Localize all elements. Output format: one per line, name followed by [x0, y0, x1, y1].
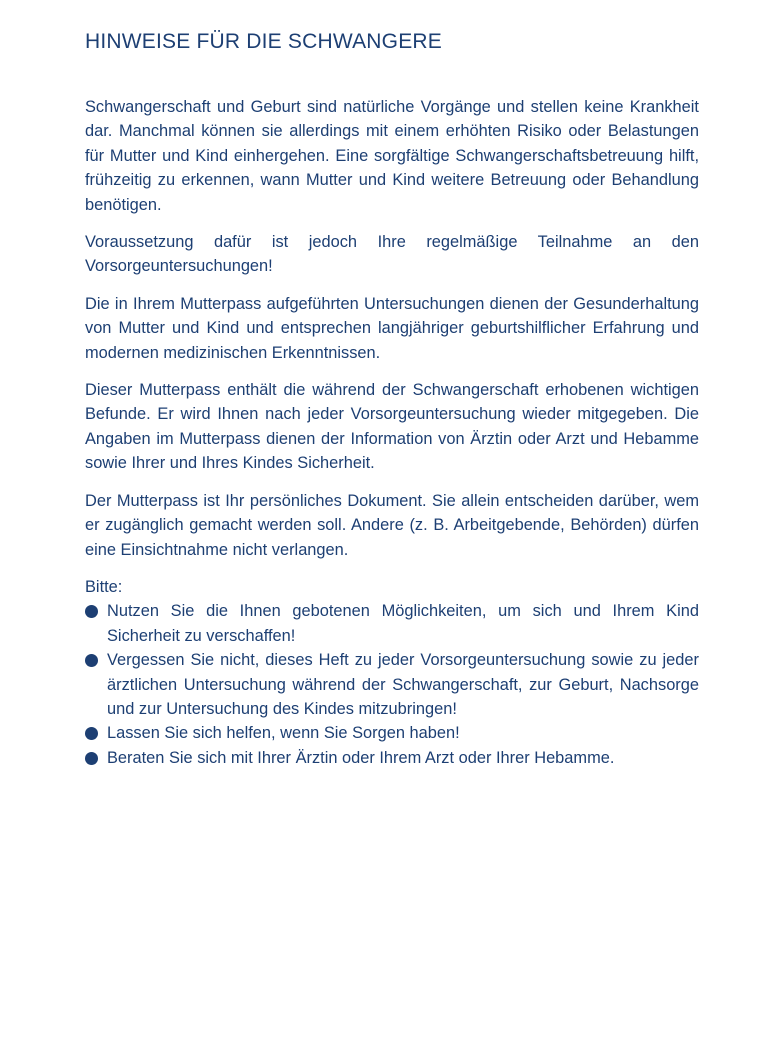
page-title: HINWEISE FÜR DIE SCHWANGERE [85, 30, 442, 53]
list-item [85, 746, 699, 770]
paragraph-untersuchungen: Die in Ihrem Mutterpass aufgeführten Untersuchungen dienen der Gesunderhaltung von Mutter und Kind und entsprechen langjähriger geburtshilflicher Erfahrung und modernen medizinischen Erkenntnissen. [85, 294, 699, 362]
list-item [85, 599, 699, 648]
list-item [85, 648, 699, 721]
bullet-dot-icon [85, 752, 98, 765]
paragraph-dokument: Der Mutterpass ist Ihr persönliches Dokument. Sie allein entscheiden darüber, wem er zugänglich gemacht werden soll. Andere (z. B. Arbeitgebende, Behörden) dürfen eine Einsichtnahme nicht verlangen. [85, 491, 699, 559]
paragraph-intro: Schwangerschaft und Geburt sind natürliche Vorgänge und stellen keine Krankheit dar. Manchmal können sie allerdings mit einem erhöhten Risiko oder Belastungen für Mutter und Kind einhergehen. Eine sorgfältige Schwangerschaftsbetreuung hilft, frühzeitig zu erkennen, wann Mutter und Kind weitere Betreuung oder Behandlung benötigen. [85, 98, 699, 214]
document-page [85, 28, 699, 770]
list-item [85, 721, 699, 745]
bitte-label: Bitte: [85, 577, 123, 596]
bullet-dot-icon [85, 727, 98, 740]
bullet-dot-icon [85, 605, 98, 618]
list-item-text: Nutzen Sie die Ihnen gebotenen Möglichkeiten, um sich und Ihrem Kind Sicherheit zu verschaffen! [107, 602, 699, 645]
paragraph-voraussetzung: Voraussetzung dafür ist jedoch Ihre regelmäßige Teilnahme an den Vorsorgeuntersuchungen! [85, 233, 699, 276]
list-item-text: Lassen Sie sich helfen, wenn Sie Sorgen haben! [107, 724, 460, 743]
bullet-list [85, 599, 699, 770]
paragraph-befunde: Dieser Mutterpass enthält die während der Schwangerschaft erhobenen wichtigen Befunde. Er wird Ihnen nach jeder Vorsorgeuntersuchung wieder mitgegeben. Die Angaben im Mutterpass dienen der Information von Ärztin oder Arzt und Hebamme sowie Ihrer und Ihres Kindes Sicherheit. [85, 381, 699, 473]
bullet-dot-icon [85, 654, 98, 667]
list-item-text: Beraten Sie sich mit Ihrer Ärztin oder Ihrem Arzt oder Ihrer Hebamme. [107, 748, 615, 767]
list-item-text: Vergessen Sie nicht, dieses Heft zu jeder Vorsorgeuntersuchung sowie zu jeder ärztlichen Untersuchung während der Schwangerschaft, zur Geburt, Nachsorge und zur Untersuchung des Kindes mitzubringen! [107, 651, 699, 718]
